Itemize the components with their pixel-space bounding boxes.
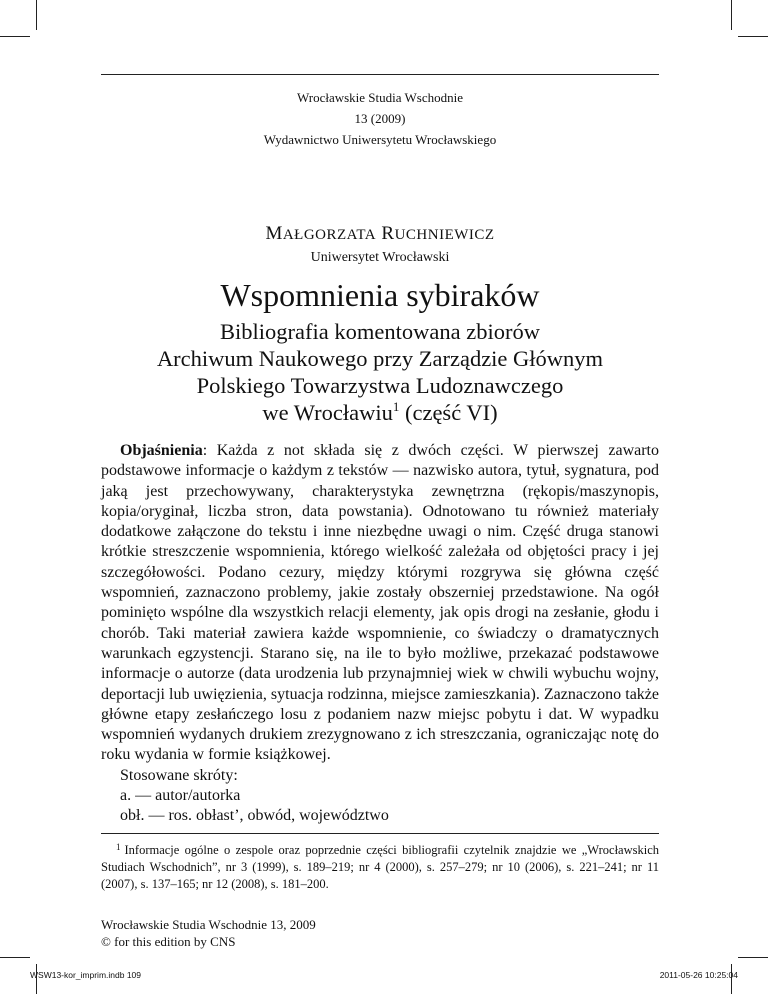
author-affiliation: Uniwersytet Wrocławski (310, 250, 450, 265)
subtitle-tail: (część VI) (399, 400, 498, 425)
footnote (101, 842, 659, 893)
abbrev-item: a. — autor/autorka (120, 787, 241, 805)
crop-mark (36, 0, 37, 30)
body-text (101, 441, 659, 827)
subtitle-line: Polskiego Towarzystwa Ludoznawczego (196, 373, 564, 398)
footnote-mark: 1 (116, 842, 121, 852)
author-first-initial: M (265, 223, 283, 244)
author-last-initial: R (381, 223, 395, 244)
printer-slug-left: WSW13-kor_imprim.indb 109 (30, 970, 142, 980)
crop-mark (738, 957, 768, 958)
article-title: Wspomnienia sybiraków (220, 277, 540, 313)
abbrev-heading: Stosowane skróty: (120, 766, 238, 784)
footnote-text: Informacje ogólne o zespole oraz poprzednie części bibliografii czytelnik znajdzie we „Wrocławskich Studiach Wschodnich”, nr 3 (1999), s. 189–219; nr 4 (2000), s. 257–279; nr 10 (2006), s. 221–241; nr 11 (2007), s. 137–165; nr 12 (2008), s. 181–200. (101, 843, 659, 891)
paragraph-text: : Każda z not składa się z dwóch części. W pierwszej zawarto podstawowe informacje o każdym z tekstów — nazwisko autora, tytuł, sygnatura, pod jaką jest przechowywany, charakterystyka zewnętrzna (rękopis/maszynopis, kopia/oryginał, liczba stron, data powstania). Odnotowano tu również materiały dodatkowe załączone do tekstu i inne niezbędne uwagi o nim. Część druga stanowi krótkie streszczenie wspomnienia, którego wielkość zależała od objętości pracy i jej szczegółowości. Podano cezury, między którymi rozgrywa się główna część wspomnień, zaznaczono problemy, jakie zostały obszerniej przedstawione. Na ogół pominięto wspólne dla wszystkich relacji elementy, jak opis drogi na zesłanie, głodu i chorób. Taki materiał zawiera każde wspomnienie, co świadczy o dramatycznych warunkach egzystencji. Starano się, na ile to było możliwe, przekazać podstawowe informacje o autorze (data urodzenia lub przynajmniej wiek w chwili wybuchu wojny, deportacji lub uwięzienia, sytuacja rodzinna, miejsce zamieszkania). Zaznaczono także główne etapy zesłańczego losu z podaniem nazw miejsc pobytu i dat. W wypadku wspomnień wydanych drukiem zrezygnowano z ich streszczania, ograniczając notę do roku wydania w formie książkowej. (101, 442, 659, 764)
article-subtitle (101, 318, 659, 426)
explanation-paragraph (101, 441, 659, 766)
lead-term: Objaśnienia (120, 442, 203, 459)
journal-volume: 13 (2009) (354, 111, 406, 126)
abbrev-item: obł. — ros. obłast’, obwód, województwo (120, 807, 389, 825)
crop-mark (738, 36, 768, 37)
author-first-rest: AŁGORZATA (282, 227, 377, 243)
footnote-rule (101, 833, 659, 834)
imprint (101, 916, 316, 950)
imprint-line: Wrocławskie Studia Wschodnie 13, 2009 (101, 917, 316, 932)
author-last-rest: UCHNIEWICZ (394, 227, 495, 243)
author-name (101, 223, 659, 245)
imprint-line: © for this edition by CNS (101, 934, 236, 949)
subtitle-line-last (101, 399, 659, 426)
crop-mark (0, 957, 30, 958)
publisher-name: Wydawnictwo Uniwersytetu Wrocławskiego (263, 132, 497, 147)
crop-mark (0, 36, 30, 37)
header-rule (101, 74, 659, 75)
subtitle-line-text: we Wrocławiu (262, 400, 393, 425)
subtitle-line: Archiwum Naukowego przy Zarządzie Głównym (156, 346, 604, 371)
crop-mark (731, 0, 732, 30)
journal-name: Wrocławskie Studia Wschodnie (296, 90, 464, 105)
footnote-reference[interactable]: 1 (392, 399, 400, 414)
subtitle-line: Bibliografia komentowana zbiorów (220, 319, 540, 344)
printer-slug-right: 2011-05-26 10:25:04 (659, 970, 738, 980)
